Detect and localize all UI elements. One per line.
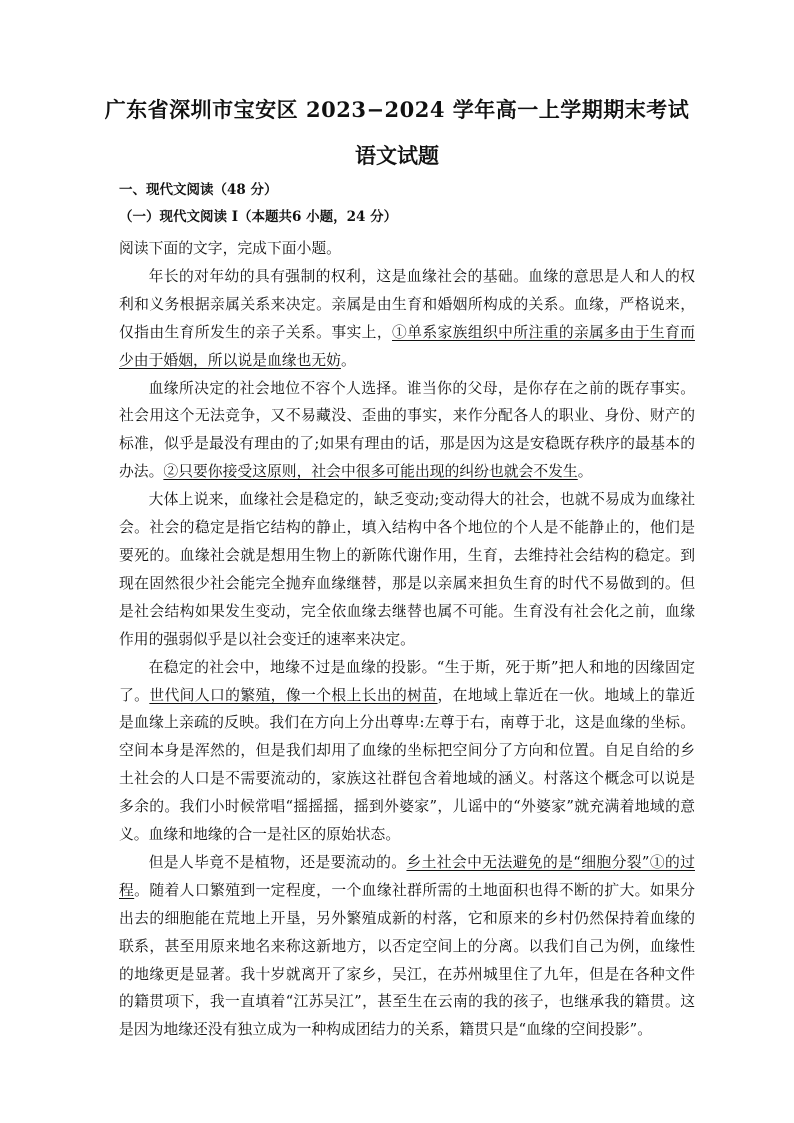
paragraph-2 xyxy=(119,375,695,487)
paragraph-text: ，在地域上靠近在一伙。地域上的靠近是血缘上亲疏的反映。我们在方向上分出尊卑:左尊于右，南尊于北，这是血缘的坐标。空间本身是浑然的，但是我们却用了血缘的坐标把空间分了方向和位置。自足自给的乡土社会的人口是不需要流动的，家族这社群包含着地域的涵义。村落这个概念可以说是多余的。我们小时候常唱“摇摇摇，摇到外婆家”，儿谣中的“外婆家”就充满着地域的意义。血缘和地缘的合一是社区的原始状态。 xyxy=(119,686,695,844)
exam-subtitle: 语文试题 xyxy=(355,143,439,168)
underlined-sentence-1: ①单系家族组织中所注重的亲属多由于生育而少由于婚姻，所以说是血缘也无妨 xyxy=(119,323,695,369)
underlined-sentence-2: ②只要你接受这原则，社会中很多可能出现的纠纷也就会不发生 xyxy=(163,463,578,481)
reading-passage xyxy=(119,235,695,1044)
paragraph-3: 大体上说来，血缘社会是稳定的，缺乏变动;变动得大的社会，也就不易成为血缘社会。社会的稳定是指它结构的静止，填入结构中各个地位的个人是不能静止的，他们是要死的。血缘社会就是想用生物上的新陈代谢作用，生育，去维持社会结构的稳定。到现在固然很少社会能完全抛弃血缘继替，那是以亲属来担负生育的时代不易做到的。但是社会结构如果发生变动，完全依血缘去继替也属不可能。生育没有社会化之前，血缘作用的强弱似乎是以社会变迁的速率来决定。 xyxy=(119,491,695,648)
paragraph-text: 。随着人口繁殖到一定程度，一个血缘社群所需的土地面积也得不断的扩大。如果分出去的细胞能在荒地上开垦，另外繁殖成新的村落，它和原来的乡村仍然保持着血缘的联系，甚至用原来地名来称这新地方，以否定空间上的分离。以我们自己为例，血缘性的地缘更是显著。我十岁就离开了家乡，吴江，在苏州城里住了九年，但是在各种文件的籍贯项下，我一直填着“江苏吴江”，甚至生在云南的我的孩子，也继承我的籍贯。这是因为地缘还没有独立成为一种构成团结力的关系，籍贯只是“血缘的空间投影”。 xyxy=(119,881,695,1039)
paragraph-text: 血缘所决定的社会地位不容个人选择。谁当你的父母，是你存在之前的既存事实。社会用这个无法竞争，又不易藏没、歪曲的事实，来作分配各人的职业、身份、财产的标准，似乎是最没有理由的了;如果有理由的话，那是因为这是安稳既存秩序的最基本的办法。 xyxy=(119,379,695,481)
underlined-sentence-4: 乡土社会中无法避免的是“细胞分裂”①的过程 xyxy=(119,853,695,899)
paragraph-text: 。 xyxy=(577,463,593,481)
paragraph-4 xyxy=(119,654,695,849)
paragraph-text: 但是人毕竟不是植物，还是要流动的。 xyxy=(148,853,407,871)
exam-title: 广东省深圳市宝安区 2023−2024 学年高一上学期期末考试 xyxy=(104,97,690,122)
underlined-sentence-3: 世代间人口的繁殖，像一个根上长出的树苗 xyxy=(149,686,438,704)
paragraph-text: 年长的对年幼的具有强制的权利，这是血缘社会的基础。血缘的意思是人和人的权利和义务根据亲属关系来决定。亲属是由生育和婚姻所构成的关系。血缘，严格说来，仅指由生育所发生的亲子关系。事实上， xyxy=(119,267,695,341)
paragraph-text: 在稳定的社会中，地缘不过是血缘的投影。“生于斯，死于斯”把人和地的因缘固定了。 xyxy=(119,658,695,704)
paragraph-text: 。 xyxy=(340,351,356,369)
paragraph-5 xyxy=(119,849,695,1044)
section-heading: 一、现代文阅读（48 分） xyxy=(119,182,278,198)
paragraph-1 xyxy=(119,263,695,375)
subsection-heading: （一）现代文阅读 I（本题共6 小题，24 分） xyxy=(119,209,398,225)
instructions: 阅读下面的文字，完成下面小题。 xyxy=(119,240,341,257)
